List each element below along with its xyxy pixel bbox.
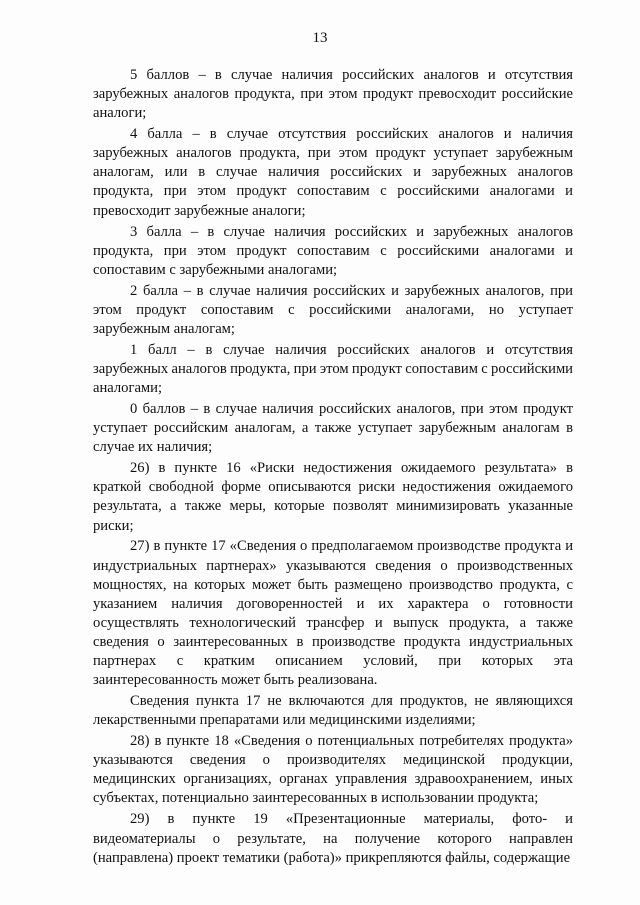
document-body — [93, 66, 573, 870]
paragraph-score-4: 4 балла – в случае отсутствия российских аналогов и наличия зарубежных аналогов продукта, при этом продукт уступает зарубежным аналогам, или в случае наличия российских и зарубежных аналогов продукта, при этом продукт сопоставим с российскими аналогами и превосходит зарубежные аналоги; — [93, 126, 573, 219]
paragraph-item-26: 26) в пункте 16 «Риски недостижения ожидаемого результата» в краткой свободной форме описываются риски недостижения ожидаемого результата, а также меры, которые позволят минимизировать указанные риски; — [93, 460, 573, 534]
paragraph-item-27: 27) в пункте 17 «Сведения о предполагаемом производстве продукта и индустриальных партнерах» указываются сведения о производственных мощностях, на которых может быть размещено производство продукта, с указанием наличия договоренностей и их характера о готовности осуществлять технологический трансфер и выпуск продукта, а также сведения о заинтересованных в производстве продукта индустриальных партнерах с кратким описанием условий, при которых эта заинтересованность может быть реализована. — [93, 538, 573, 689]
paragraph-score-2: 2 балла – в случае наличия российских и зарубежных аналогов, при этом продукт сопоставим с российскими аналогами, но уступает зарубежным аналогам; — [93, 282, 573, 337]
paragraph-item-28: 28) в пункте 18 «Сведения о потенциальных потребителях продукта» указываются сведения о производителях медицинской продукции, медицинских организациях, органах управления здравоохранением, иных субъектах, потенциально заинтересованных в использовании продукта; — [93, 733, 573, 807]
paragraph-item-17-note: Сведения пункта 17 не включаются для продуктов, не являющихся лекарственными препаратами или медицинскими изделиями; — [93, 693, 573, 729]
paragraph-score-0: 0 баллов – в случае наличия российских аналогов, при этом продукт уступает российским аналогам, а также уступает зарубежным аналогам в случае их наличия; — [93, 401, 573, 456]
paragraph-score-3: 3 балла – в случае наличия российских и зарубежных аналогов продукта, при этом продукт сопоставим с российскими аналогами и сопоставим с зарубежными аналогами; — [93, 223, 573, 278]
page-number: 13 — [312, 30, 328, 46]
paragraph-score-5: 5 баллов – в случае наличия российских аналогов и отсутствия зарубежных аналогов продукта, при этом продукт превосходит российские аналоги; — [93, 67, 573, 122]
paragraph-item-29: 29) в пункте 19 «Презентационные материалы, фото- и видеоматериалы о результате, на получение которого направлен (направлена) проект тематики (работа)» прикрепляются файлы, содержащие — [93, 811, 573, 866]
paragraph-score-1: 1 балл – в случае наличия российских аналогов и отсутствия зарубежных аналогов продукта, при этом продукт сопоставим с российскими аналогами; — [93, 341, 573, 397]
